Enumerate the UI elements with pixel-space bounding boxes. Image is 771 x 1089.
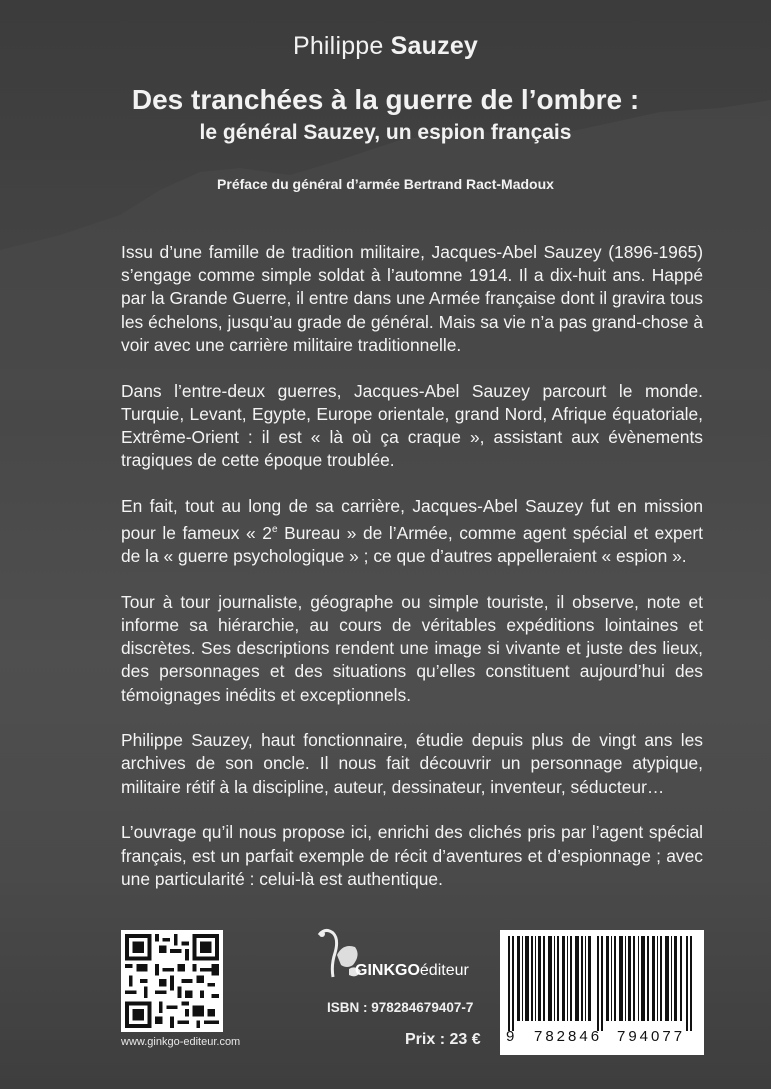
paragraph-6: L’ouvrage qu’il nous propose ici, enrichi des clichés pris par l’agent spécial français, est un parfait exemple de récit d’aventures et d’espionnage ; avec une particularité : celui-là est authentique. <box>121 822 703 889</box>
preface-line: Préface du général d’armée Bertrand Ract-Madoux <box>217 176 554 192</box>
ean-barcode <box>500 930 704 1055</box>
paragraph-4: Tour à tour journaliste, géographe ou simple touriste, il observe, note et informe sa hiérarchie, au cours de véritables expéditions lointaines et discrètes. Ses descriptions rendent une image si vivante et juste des lieux, des personnages et des situations qu’elles constituent aujourd’hui des témoignages inédits et exceptionnels. <box>121 591 703 705</box>
book-subtitle: le général Sauzey, un espion français <box>199 121 572 144</box>
barcode-first-digit: 9 <box>506 1028 515 1045</box>
back-cover-blurb <box>121 241 703 913</box>
book-title: Des tranchées à la guerre de l’ombre : <box>131 84 640 115</box>
paragraph-1: Issu d’une famille de tradition militaire, Jacques-Abel Sauzey (1896-1965) s’engage comme simple soldat à l’automne 1914. Il a dix-huit ans. Happé par la Grande Guerre, il entre dans une Armée française dont il gravira tous les échelons, jusqu’au grade de général. Mais sa vie n’a pas grand-chose à voir avec une carrière militaire traditionnelle. <box>121 242 703 355</box>
book-price: Prix : 23 € <box>405 1031 481 1048</box>
barcode-right-digits: 794077 <box>617 1028 686 1045</box>
qr-code[interactable] <box>121 930 223 1032</box>
paragraph-3: En fait, tout au long de sa carrière, Jacques-Abel Sauzey fut en mission pour le fameux « 2e Bureau » de l’Armée, comme agent spécial et expert de la « guerre psychologique » ; ce que d’autres appelleraient « espion ». <box>121 495 703 567</box>
author-name: Philippe Sauzey <box>292 32 479 60</box>
paragraph-5: Philippe Sauzey, haut fonctionnaire, étudie depuis plus de vingt ans les archives de son oncle. Il nous fait découvrir un personnage atypique, militaire rétif à la discipline, auteur, dessinateur, inventeur, séducteur… <box>121 730 703 797</box>
publisher-name: GINKGOéditeur <box>355 962 469 979</box>
isbn-number: ISBN : 978284679407-7 <box>327 1000 474 1015</box>
publisher-website[interactable]: www.ginkgo-editeur.com <box>121 1036 241 1048</box>
paragraph-2: Dans l’entre-deux guerres, Jacques-Abel Sauzey parcourt le monde. Turquie, Levant, Egypte, Europe orientale, grand Nord, Afrique équatoriale, Extrême-Orient : il est « là où ça craque », assistant aux évènements tragiques de cette époque troublée. <box>121 380 703 471</box>
barcode-left-digits: 782846 <box>534 1028 603 1045</box>
